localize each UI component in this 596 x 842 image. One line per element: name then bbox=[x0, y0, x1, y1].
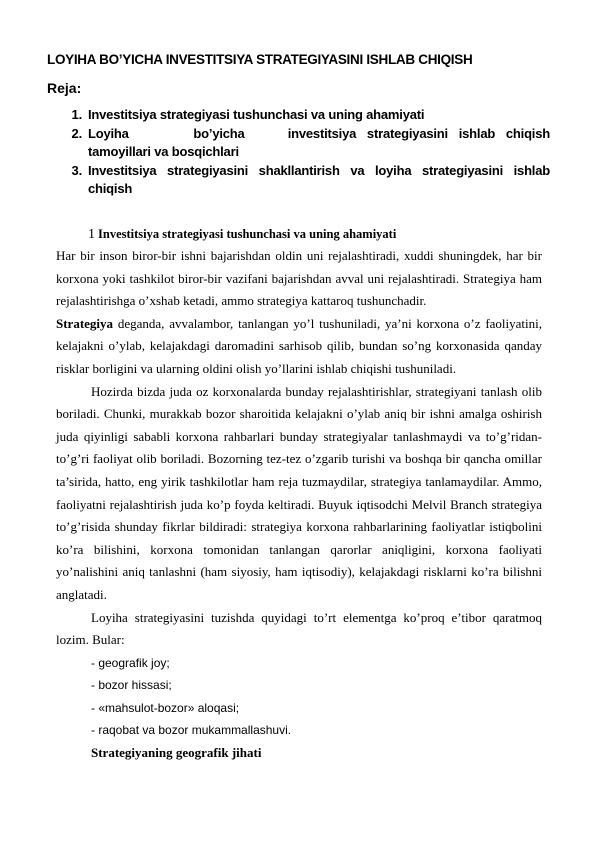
document-title: LOYIHA BO’YICHA INVESTITSIYA STRATEGIYASINI ISHLAB CHIQISH bbox=[47, 52, 473, 67]
plan-item-number: 2. bbox=[71, 125, 82, 141]
paragraph: Har bir inson biror-bir ishni bajarishdan oldin uni rejalashtiradi, xuddi shuningdek, har bir korxona yoki tashkilot biror-bir vazifani bajarishdan avval uni rejalashtiradi. Strategiya ham rejalashtirishga o’xshab ketadi, ammo strategiya kattaroq tushunchadir. bbox=[56, 248, 542, 309]
paragraph: Loyiha strategiyasini tuzishda quyidagi to’rt elementga ko’proq e’tibor qaratmoq lozim. Bular: bbox=[56, 609, 542, 648]
section-number: 1 bbox=[88, 227, 95, 242]
plan-item-number: 3. bbox=[71, 162, 82, 178]
plan-item-text: Investitsiya strategiyasi tushunchasi va uning ahamiyati bbox=[88, 107, 425, 122]
plan-item bbox=[60, 162, 550, 199]
section-title: Investitsiya strategiyasi tushunchasi va uning ahamiyati bbox=[98, 227, 397, 241]
term-strategiya: Strategiya bbox=[56, 315, 114, 331]
plan-label: Reja: bbox=[47, 80, 82, 96]
subsection-heading: Strategiyaning geografik jihati bbox=[91, 745, 262, 761]
section-heading bbox=[88, 227, 396, 243]
plan-item bbox=[60, 125, 550, 162]
plan-item-text: chiqish bbox=[88, 181, 133, 196]
paragraph: Hozirda bizda juda oz korxonalarda bunday rejalashtirishlar, strategiyani tanlash olib boriladi. Chunki, murakkab bozor sharoitida kelajakni o’ylab aniq bir ishni amalga oshirish juda qiyinligi sababli korxona rahbarlari bunday strategiyalar tanlashmaydi va to’g’ridan-to’g’ri faoliyat olib boriladi. Bozorning tez-tez o’zgarib turishi va boshqa bir qancha omillar ta’sirida, hatto, eng yirik tashkilotlar ham reja tuzmaydilar, strategiya tanlamaydilar. Ammo, faoliyatni rejalashtirish juda ko’p foyda keltiradi. Buyuk iqtisodchi Melvil Branch strategiya to’g’risida shunday fikrlar bildiradi: strategiya korxona rahbarlarining faoliyatlar istiqbolini ko’ra bilishini, korxona tomonidan tanlangan qarorlar aniqligini, korxona faoliyati yo’nalishini aniq tanlashni (ham siyosiy, ham iqtisodiy), kelajakdagi risklarni ko’ra bilishni anglatadi. bbox=[56, 383, 542, 602]
plan-item bbox=[60, 106, 550, 125]
plan-item-text: Loyiha bo’yicha investitsiya strategiyasini ishlab chiqish bbox=[88, 125, 550, 141]
list-item: - geografik joy; bbox=[91, 655, 170, 670]
list-item: - «mahsulot-bozor» aloqasi; bbox=[91, 700, 240, 715]
plan-list bbox=[60, 106, 550, 199]
plan-item-text: Investitsiya strategiyasini shakllantirish va loyiha strategiyasini ishlab bbox=[88, 162, 550, 178]
list-item: - bozor hissasi; bbox=[91, 678, 172, 693]
plan-item-text: tamoyillari va bosqichlari bbox=[88, 144, 239, 159]
paragraph: Strategiya deganda, avvalambor, tanlangan yo’l tushuniladi, ya’ni korxona o’z faoliyatini, kelajakni o’ylab, kelajakdagi daromadini sarhisob qilib, bundan so’ng korxonasida qanday risklar borligini va ularning oldini olish yo’llarini ishlab chiqishi tushuniladi. bbox=[56, 315, 542, 376]
body-text bbox=[56, 245, 542, 765]
list-item: - raqobat va bozor mukammallashuvi. bbox=[91, 723, 292, 738]
plan-item-number: 1. bbox=[71, 107, 82, 122]
